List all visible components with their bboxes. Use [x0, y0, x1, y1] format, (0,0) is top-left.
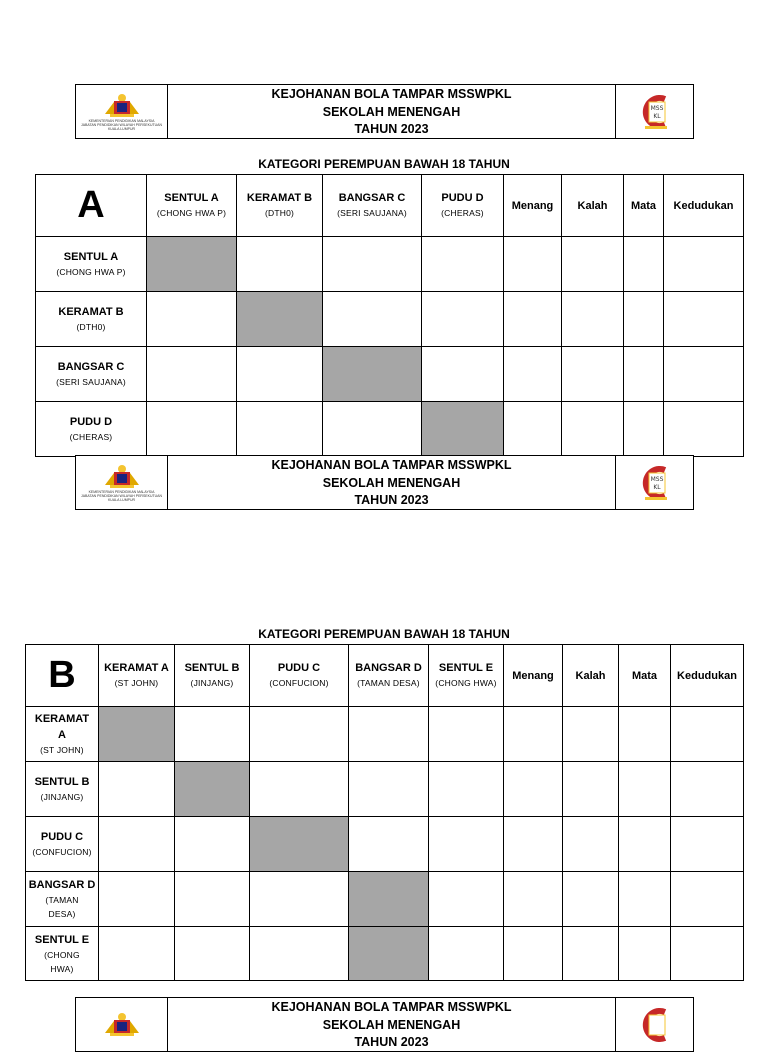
kedudukan-cell[interactable] — [671, 762, 744, 817]
group-a-row-label: KERAMAT B (DTH0) — [36, 292, 147, 347]
event-title — [168, 456, 615, 509]
group-b-col-kalah: Kalah — [563, 645, 619, 707]
kalah-cell[interactable] — [563, 762, 619, 817]
kalah-cell[interactable] — [563, 872, 619, 927]
group-b-row-team-5 — [26, 927, 744, 981]
mata-cell[interactable] — [619, 707, 671, 762]
score-cell[interactable] — [429, 707, 504, 762]
event-title — [168, 998, 615, 1051]
msswpkl-emblem-icon — [639, 93, 671, 131]
event-title — [168, 85, 615, 138]
group-a-row-team-1 — [36, 237, 744, 292]
group-a-row-team-3 — [36, 347, 744, 402]
score-cell[interactable] — [175, 872, 250, 927]
menang-cell[interactable] — [504, 707, 563, 762]
self-match-cell — [237, 292, 323, 347]
score-cell[interactable] — [237, 402, 323, 457]
kalah-cell[interactable] — [562, 237, 624, 292]
score-cell[interactable] — [422, 237, 504, 292]
kedudukan-cell[interactable] — [664, 402, 744, 457]
svg-text:MSS: MSS — [650, 475, 663, 483]
mata-cell[interactable] — [619, 927, 671, 981]
title-line-2: SEKOLAH MENENGAH — [322, 475, 461, 490]
group-a-col-team-1: SENTUL A (CHONG HWA P) — [147, 175, 237, 237]
score-cell[interactable] — [422, 292, 504, 347]
group-a-col-team-3: BANGSAR C (SERI SAUJANA) — [323, 175, 422, 237]
group-b-row-team-2 — [26, 762, 744, 817]
group-b-row-label: PUDU C (CONFUCION) — [26, 817, 99, 872]
title-line-2: SEKOLAH MENENGAH — [322, 1017, 461, 1032]
group-a-col-team-4: PUDU D (CHERAS) — [422, 175, 504, 237]
score-cell[interactable] — [99, 927, 175, 981]
event-header-3 — [75, 997, 694, 1052]
kalah-cell[interactable] — [562, 292, 624, 347]
svg-text:MSS: MSS — [650, 104, 663, 112]
score-cell[interactable] — [323, 402, 422, 457]
menang-cell[interactable] — [504, 872, 563, 927]
score-cell[interactable] — [250, 927, 349, 981]
kedudukan-cell[interactable] — [671, 707, 744, 762]
score-cell[interactable] — [147, 347, 237, 402]
msswpkl-logo — [615, 456, 693, 509]
score-cell[interactable] — [429, 927, 504, 981]
score-cell[interactable] — [323, 292, 422, 347]
group-b-col-team-3: PUDU C (CONFUCION) — [250, 645, 349, 707]
group-b-col-team-1: KERAMAT A (ST JOHN) — [99, 645, 175, 707]
mata-cell[interactable] — [624, 237, 664, 292]
event-header-1 — [75, 84, 694, 139]
score-cell[interactable] — [147, 292, 237, 347]
menang-cell[interactable] — [504, 762, 563, 817]
score-cell[interactable] — [250, 872, 349, 927]
menang-cell[interactable] — [504, 347, 562, 402]
kedudukan-cell[interactable] — [664, 347, 744, 402]
title-line-2: SEKOLAH MENENGAH — [322, 104, 461, 119]
group-b-col-mata: Mata — [619, 645, 671, 707]
group-b-col-team-2: SENTUL B (JINJANG) — [175, 645, 250, 707]
score-cell[interactable] — [250, 762, 349, 817]
group-b-letter: B — [26, 645, 99, 707]
crest-caption-1: KEMENTERIAN PENDIDIKAN MALAYSIA — [88, 118, 155, 123]
group-b-col-team-5: SENTUL E (CHONG HWA) — [429, 645, 504, 707]
score-cell[interactable] — [99, 817, 175, 872]
score-cell[interactable] — [349, 762, 429, 817]
group-b-row-label: BANGSAR D (TAMAN DESA) — [26, 872, 99, 927]
score-cell[interactable] — [99, 872, 175, 927]
group-a-row-label: BANGSAR C (SERI SAUJANA) — [36, 347, 147, 402]
kalah-cell[interactable] — [562, 347, 624, 402]
category-title-a: KATEGORI PEREMPUAN BAWAH 18 TAHUN — [258, 157, 510, 171]
kedudukan-cell[interactable] — [671, 927, 744, 981]
self-match-cell — [99, 707, 175, 762]
score-cell[interactable] — [175, 817, 250, 872]
score-cell[interactable] — [349, 817, 429, 872]
title-line-1: KEJOHANAN BOLA TAMPAR MSSWPKL — [271, 87, 512, 101]
title-line-3: TAHUN 2023 — [354, 1035, 429, 1049]
group-a-row-label: PUDU D (CHERAS) — [36, 402, 147, 457]
crest-caption-2: JABATAN PENDIDIKAN WILAYAH PERSEKUTUAN KUALA LUMPUR — [80, 493, 163, 502]
mata-cell[interactable] — [624, 292, 664, 347]
group-a-col-mata: Mata — [624, 175, 664, 237]
group-b-row-team-4 — [26, 872, 744, 927]
group-a-table — [35, 174, 744, 457]
self-match-cell — [175, 762, 250, 817]
kalah-cell[interactable] — [563, 817, 619, 872]
score-cell[interactable] — [429, 762, 504, 817]
score-cell[interactable] — [323, 237, 422, 292]
self-match-cell — [250, 817, 349, 872]
title-line-1: KEJOHANAN BOLA TAMPAR MSSWPKL — [271, 1000, 512, 1014]
group-b-col-team-4: BANGSAR D (TAMAN DESA) — [349, 645, 429, 707]
score-cell[interactable] — [250, 707, 349, 762]
mata-cell[interactable] — [619, 762, 671, 817]
score-cell[interactable] — [175, 707, 250, 762]
group-a-row-label: SENTUL A (CHONG HWA P) — [36, 237, 147, 292]
group-b-col-menang: Menang — [504, 645, 563, 707]
ministry-crest-logo — [76, 998, 168, 1051]
mata-cell[interactable] — [619, 872, 671, 927]
self-match-cell — [422, 402, 504, 457]
score-cell[interactable] — [349, 707, 429, 762]
group-b-col-kedudukan: Kedudukan — [671, 645, 744, 707]
group-a-row-team-4 — [36, 402, 744, 457]
category-title-b: KATEGORI PEREMPUAN BAWAH 18 TAHUN — [258, 627, 510, 641]
svg-text:KL: KL — [652, 112, 661, 120]
score-cell[interactable] — [422, 347, 504, 402]
kedudukan-cell[interactable] — [664, 292, 744, 347]
score-cell[interactable] — [147, 402, 237, 457]
title-line-1: KEJOHANAN BOLA TAMPAR MSSWPKL — [271, 458, 512, 472]
event-header-2 — [75, 455, 694, 510]
menang-cell[interactable] — [504, 402, 562, 457]
crest-icon — [102, 1012, 142, 1038]
crest-icon — [102, 464, 142, 490]
msswpkl-emblem-icon — [639, 464, 671, 502]
group-a-col-menang: Menang — [504, 175, 562, 237]
menang-cell[interactable] — [504, 817, 563, 872]
group-b-row-label: SENTUL B (JINJANG) — [26, 762, 99, 817]
self-match-cell — [147, 237, 237, 292]
svg-text:KL: KL — [652, 483, 661, 491]
kalah-cell[interactable] — [563, 927, 619, 981]
score-cell[interactable] — [429, 817, 504, 872]
self-match-cell — [349, 927, 429, 981]
menang-cell[interactable] — [504, 927, 563, 981]
msswpkl-logo — [615, 998, 693, 1051]
group-a-row-team-2 — [36, 292, 744, 347]
kalah-cell[interactable] — [563, 707, 619, 762]
menang-cell[interactable] — [504, 292, 562, 347]
kedudukan-cell[interactable] — [671, 872, 744, 927]
title-line-3: TAHUN 2023 — [354, 493, 429, 507]
menang-cell[interactable] — [504, 237, 562, 292]
group-a-letter: A — [36, 175, 147, 237]
crest-caption-1: KEMENTERIAN PENDIDIKAN MALAYSIA — [88, 489, 155, 494]
group-a-col-team-2: KERAMAT B (DTH0) — [237, 175, 323, 237]
group-a-col-kalah: Kalah — [562, 175, 624, 237]
group-b-row-team-3 — [26, 817, 744, 872]
group-b-row-label: SENTUL E (CHONG HWA) — [26, 927, 99, 981]
group-b-row-label: KERAMAT A (ST JOHN) — [26, 707, 99, 762]
kalah-cell[interactable] — [562, 402, 624, 457]
score-cell[interactable] — [429, 872, 504, 927]
ministry-crest-logo — [76, 456, 168, 509]
self-match-cell — [349, 872, 429, 927]
crest-caption-2: JABATAN PENDIDIKAN WILAYAH PERSEKUTUAN KUALA LUMPUR — [80, 122, 163, 131]
group-b-row-team-1 — [26, 707, 744, 762]
crest-icon — [102, 93, 142, 119]
kedudukan-cell[interactable] — [664, 237, 744, 292]
msswpkl-emblem-icon — [639, 1006, 671, 1044]
kedudukan-cell[interactable] — [671, 817, 744, 872]
ministry-crest-logo — [76, 85, 168, 138]
mata-cell[interactable] — [624, 347, 664, 402]
score-cell[interactable] — [175, 927, 250, 981]
score-cell[interactable] — [99, 762, 175, 817]
score-cell[interactable] — [237, 347, 323, 402]
group-a-col-kedudukan: Kedudukan — [664, 175, 744, 237]
mata-cell[interactable] — [619, 817, 671, 872]
mata-cell[interactable] — [624, 402, 664, 457]
msswpkl-logo — [615, 85, 693, 138]
score-cell[interactable] — [237, 237, 323, 292]
group-b-header-row — [26, 645, 744, 707]
group-a-header-row — [36, 175, 744, 237]
self-match-cell — [323, 347, 422, 402]
title-line-3: TAHUN 2023 — [354, 122, 429, 136]
group-b-table — [25, 644, 744, 981]
